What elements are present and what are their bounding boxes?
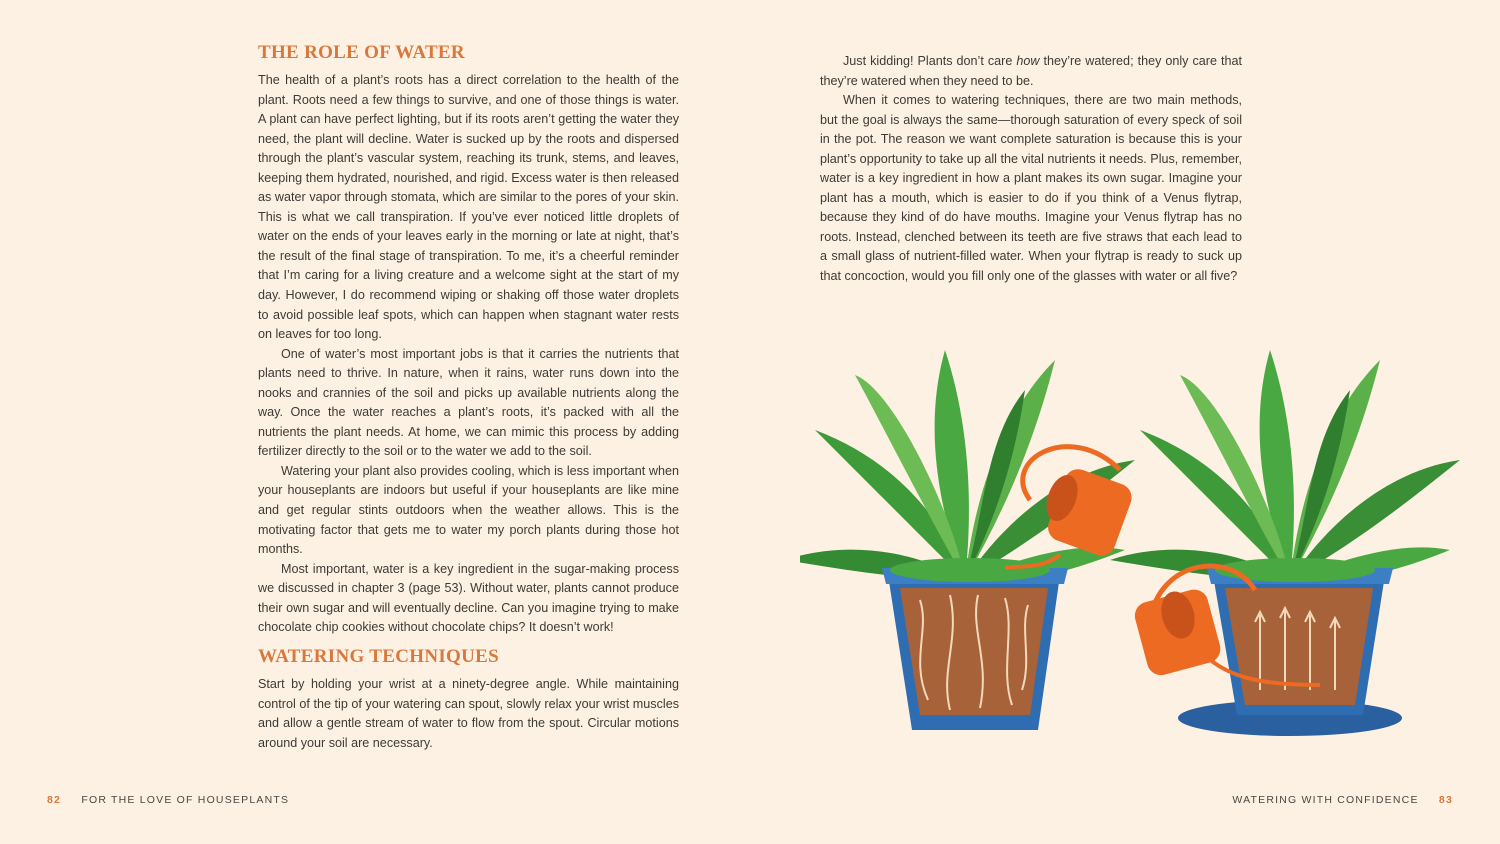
paragraph: When it comes to watering techniques, there are two main methods, but the goal is always the same—thorough saturation of every speck of soil in the pot. The reason we want complete saturation is because this is your plant’s opportunity to take up all the vital nutrients it needs. Plus, remember, water is a key ingredient in how a plant makes its own sugar. Imagine your plant has a mouth, which is easier to do if you think of a Venus flytrap, because they kind of do have mouths. Imagine your Venus flytrap has no roots. Instead, clenched between its teeth are five straws that each lead to a small glass of nutrient-filled water. When your flytrap is ready to suck up that concoction, would you fill only one of the glasses with water or all five?	[820, 93, 1242, 284]
paragraph: Just kidding! Plants don’t care how they’re watered; they only care that they’re watered when they need to be.	[820, 54, 1242, 88]
right-footer	[1232, 794, 1453, 806]
right-body	[820, 52, 1242, 287]
paragraph: One of water’s most important jobs is that it carries the nutrients that plants need to thrive. In nature, when it rains, water runs down into the nooks and crannies of the soil and picks up available nutrients along the way. Once the water reaches a plant’s roots, it’s packed with all the nutrients the plant needs. At home, we can mimic this process by adding fertilizer directly to the soil or to the water we add to the soil.	[258, 346, 679, 459]
heading-watering-techniques: WATERING TECHNIQUES	[258, 646, 499, 667]
plant-bottom-watering	[1110, 350, 1460, 736]
plant-top-watering	[800, 350, 1136, 730]
left-footer	[47, 794, 289, 806]
paragraph: Start by holding your wrist at a ninety-degree angle. While maintaining control of the tip of your watering can spout, slowly relax your wrist muscles and allow a gentle stream of water to flow from the spout. Circular motions around your soil are necessary.	[258, 677, 679, 750]
page-number: 82	[47, 794, 62, 806]
heading-role-of-water: THE ROLE OF WATER	[258, 42, 465, 63]
role-of-water-body	[258, 71, 679, 638]
plants-watering-illustration	[800, 330, 1460, 750]
paragraph: Watering your plant also provides cooling, which is less important when your houseplants are indoors but useful if your houseplants are like mine and get regular stints outdoors when the weather allows. This is the motivating factor that gets me to water my porch plants during those hot months.	[258, 463, 679, 557]
emphasis: how	[1016, 54, 1040, 68]
paragraph: Most important, water is a key ingredient in the sugar-making process we discussed in chapter 3 (page 53). Without water, plants cannot produce their own sugar and will eventually decline. Can you imagine trying to make chocolate chip cookies without chocolate chips? It doesn’t work!	[258, 561, 679, 635]
paragraph: The health of a plant’s roots has a direct correlation to the health of the plant. Roots need a few things to survive, and one of those things is water. A plant can have perfect lighting, but if its roots aren’t getting the water they need, the plant will decline. Water is sucked up by the roots and dispersed through the plant’s vascular system, reaching its trunk, stems, and leaves, keeping them hydrated, nourished, and rigid. Excess water is then released as water vapor through stomata, which are similar to the pores of your skin. This is what we call transpiration. If you’ve ever noticed little droplets of water on the ends of your leaves early in the morning or late at night, that’s the result of the final stage of transpiration. To me, it’s a cheerful reminder that I’m caring for a living creature and a welcome sight at the start of my day. However, I do recommend wiping or shaking off those water droplets to avoid possible leaf spots, which can happen when stagnant water rests on leaves for too long.	[258, 73, 679, 342]
running-title: FOR THE LOVE OF HOUSEPLANTS	[81, 794, 290, 806]
page-number: 83	[1438, 794, 1453, 806]
running-title: WATERING WITH CONFIDENCE	[1232, 794, 1419, 806]
watering-techniques-body	[258, 675, 679, 753]
